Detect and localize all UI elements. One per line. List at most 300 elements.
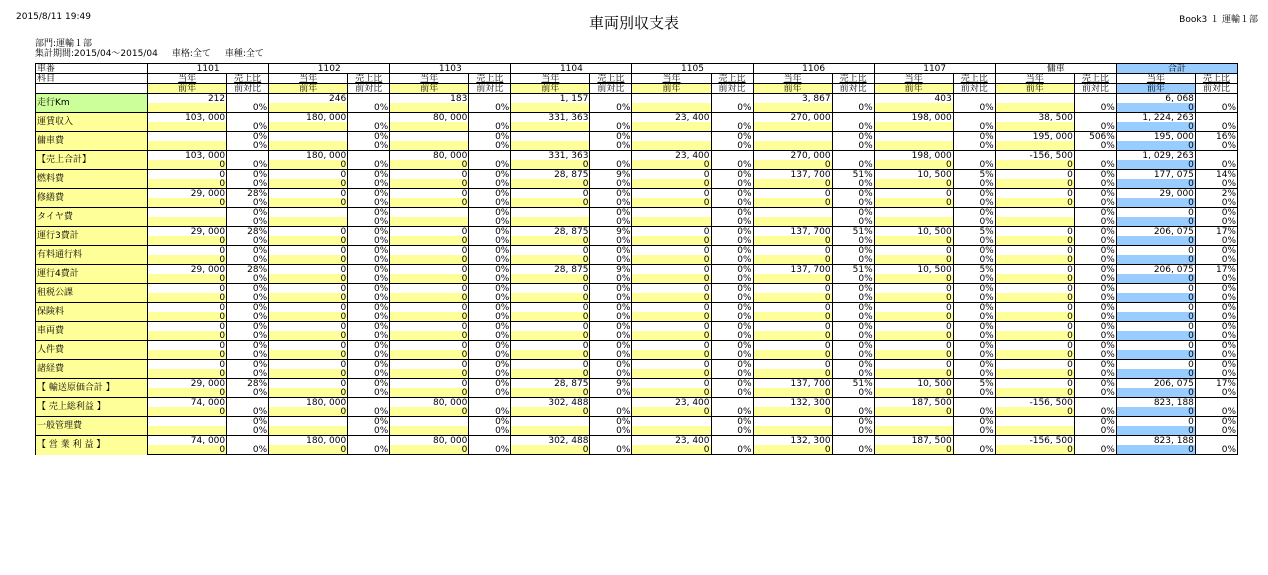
row-label: 【 輸送原価合計 】 — [36, 379, 148, 398]
prev-value: 0 — [390, 445, 469, 455]
prev-value: 0 — [632, 350, 711, 360]
sales-ratio-value — [469, 113, 511, 123]
row-label: 一般管理費 — [36, 417, 148, 436]
sales-ratio-value — [227, 398, 269, 408]
current-value: 212 — [148, 94, 227, 104]
prev-value — [874, 141, 953, 151]
sales-ratio-value: 5% — [953, 227, 995, 237]
yoy-value: 0% — [469, 312, 511, 322]
sales-ratio-value: 0% — [711, 170, 753, 180]
row-label: 運行3費計 — [36, 227, 148, 246]
current-value: 0 — [390, 303, 469, 313]
current-value: 80, 000 — [390, 151, 469, 161]
current-value — [874, 417, 953, 427]
current-value — [269, 208, 348, 218]
prev-value: 0 — [148, 369, 227, 379]
prev-value: 0 — [511, 274, 590, 284]
prev-value: 0 — [632, 312, 711, 322]
yoy-value: 0% — [227, 350, 269, 360]
prev-value: 0 — [148, 312, 227, 322]
yoy-value: 0% — [832, 141, 874, 151]
sales-ratio-value: 0% — [348, 417, 390, 427]
yoy-value: 0% — [1195, 350, 1237, 360]
sales-ratio-header: 売上比 — [469, 74, 511, 84]
current-value: 0 — [753, 341, 832, 351]
current-value: 74, 000 — [148, 398, 227, 408]
prev-value: 0 — [269, 179, 348, 189]
yoy-value: 0% — [711, 198, 753, 208]
sales-ratio-value: 0% — [1074, 227, 1116, 237]
yoy-value: 0% — [1195, 331, 1237, 341]
yoy-value: 0% — [590, 179, 632, 189]
sales-ratio-value: 9% — [590, 379, 632, 389]
prev-value: 0 — [390, 331, 469, 341]
current-value — [269, 417, 348, 427]
sales-ratio-value: 9% — [590, 265, 632, 275]
table-row-prev — [36, 274, 1238, 284]
prev-value: 0 — [148, 445, 227, 455]
yoy-value: 0% — [227, 331, 269, 341]
yoy-value: 0% — [1074, 103, 1116, 113]
sales-ratio-value — [1195, 151, 1237, 161]
current-value: 302, 488 — [511, 398, 590, 408]
sales-ratio-value: 0% — [1074, 360, 1116, 370]
table-row-prev — [36, 407, 1238, 417]
sales-ratio-value: 0% — [711, 189, 753, 199]
prev-value — [148, 141, 227, 151]
prev-value: 0 — [753, 445, 832, 455]
current-value: 137, 700 — [753, 379, 832, 389]
prev-value: 0 — [269, 445, 348, 455]
prev-value: 0 — [511, 236, 590, 246]
sales-ratio-value: 17% — [1195, 379, 1237, 389]
yoy-value: 0% — [1195, 388, 1237, 398]
yoy-value: 0% — [590, 255, 632, 265]
current-value: 0 — [148, 360, 227, 370]
prev-value: 0 — [874, 293, 953, 303]
yoy-value: 0% — [711, 388, 753, 398]
sales-ratio-value: 9% — [590, 170, 632, 180]
yoy-value: 0% — [227, 255, 269, 265]
yoy-value: 0% — [953, 141, 995, 151]
yoy-value: 0% — [1195, 217, 1237, 227]
vehicle-header: 1106 — [753, 64, 874, 74]
sales-ratio-value: 51% — [832, 227, 874, 237]
sales-ratio-value — [1195, 436, 1237, 446]
yoy-value: 0% — [227, 407, 269, 417]
yoy-value: 0% — [711, 217, 753, 227]
sales-ratio-header: 売上比 — [1074, 74, 1116, 84]
prev-value: 0 — [632, 236, 711, 246]
yoy-value: 0% — [469, 445, 511, 455]
prev-value: 0 — [995, 274, 1074, 284]
current-value: 0 — [269, 246, 348, 256]
yoy-value: 0% — [832, 293, 874, 303]
yoy-value: 0% — [953, 350, 995, 360]
sales-ratio-value: 0% — [348, 132, 390, 142]
sales-ratio-value: 0% — [711, 284, 753, 294]
yoy-value: 0% — [469, 236, 511, 246]
sales-ratio-value: 5% — [953, 379, 995, 389]
prev-value: 0 — [753, 388, 832, 398]
yoy-value: 0% — [1074, 407, 1116, 417]
yoy-value: 0% — [469, 141, 511, 151]
sales-ratio-value: 0% — [348, 341, 390, 351]
prev-value: 0 — [269, 236, 348, 246]
yoy-value: 0% — [227, 122, 269, 132]
yoy-value: 0% — [1195, 160, 1237, 170]
current-value: 103, 000 — [148, 113, 227, 123]
yoy-value: 0% — [1074, 198, 1116, 208]
current-value — [148, 417, 227, 427]
current-value: 0 — [148, 246, 227, 256]
prev-year-header: 前年 — [148, 84, 227, 94]
current-value: 0 — [1116, 322, 1195, 332]
prev-value: 0 — [632, 293, 711, 303]
yoy-value: 0% — [711, 236, 753, 246]
yoy-value: 0% — [590, 160, 632, 170]
current-value: -156, 500 — [995, 398, 1074, 408]
sales-ratio-header: 売上比 — [590, 74, 632, 84]
yoy-value: 0% — [1074, 122, 1116, 132]
sales-ratio-value: 0% — [469, 379, 511, 389]
sales-ratio-value: 0% — [1074, 246, 1116, 256]
prev-value: 0 — [632, 179, 711, 189]
current-value — [874, 208, 953, 218]
sales-ratio-value: 0% — [469, 170, 511, 180]
yoy-value: 0% — [469, 198, 511, 208]
prev-value — [995, 141, 1074, 151]
current-value — [511, 132, 590, 142]
prev-value — [148, 426, 227, 436]
prev-value — [148, 103, 227, 113]
yoy-value: 0% — [590, 350, 632, 360]
sales-ratio-value — [1074, 151, 1116, 161]
sales-ratio-value: 0% — [590, 284, 632, 294]
prev-value: 0 — [511, 388, 590, 398]
current-value — [632, 132, 711, 142]
vehicle-header: 合計 — [1116, 64, 1237, 74]
sales-ratio-header: 売上比 — [832, 74, 874, 84]
prev-value: 0 — [390, 198, 469, 208]
current-value: 198, 000 — [874, 113, 953, 123]
current-value: 1, 157 — [511, 94, 590, 104]
prev-value: 0 — [753, 179, 832, 189]
current-value: 0 — [269, 170, 348, 180]
prev-value: 0 — [1116, 445, 1195, 455]
prev-value — [632, 141, 711, 151]
sales-ratio-value — [1074, 113, 1116, 123]
current-value — [632, 208, 711, 218]
sales-ratio-value: 0% — [227, 132, 269, 142]
sales-ratio-value — [227, 151, 269, 161]
prev-value: 0 — [874, 407, 953, 417]
prev-value: 0 — [874, 179, 953, 189]
current-value: 0 — [511, 322, 590, 332]
yoy-header: 前対比 — [832, 84, 874, 94]
current-value: 0 — [874, 322, 953, 332]
current-value: 0 — [269, 379, 348, 389]
sales-ratio-value — [953, 436, 995, 446]
header-row-current — [36, 74, 1238, 84]
prev-value: 0 — [390, 255, 469, 265]
current-value: 0 — [148, 322, 227, 332]
prev-value: 0 — [390, 388, 469, 398]
prev-year-header: 前年 — [390, 84, 469, 94]
prev-value: 0 — [1116, 122, 1195, 132]
current-value: 0 — [632, 379, 711, 389]
current-year-header: 当年 — [148, 74, 227, 84]
prev-value: 0 — [874, 445, 953, 455]
sales-ratio-value: 5% — [953, 170, 995, 180]
prev-value: 0 — [269, 274, 348, 284]
sales-ratio-value: 0% — [1074, 284, 1116, 294]
prev-value: 0 — [1116, 407, 1195, 417]
sales-ratio-value: 0% — [469, 360, 511, 370]
prev-value: 0 — [1116, 160, 1195, 170]
yoy-value: 0% — [711, 255, 753, 265]
sales-ratio-value: 0% — [227, 360, 269, 370]
sales-ratio-value: 0% — [469, 189, 511, 199]
sales-ratio-value: 0% — [348, 208, 390, 218]
prev-value — [753, 426, 832, 436]
yoy-value: 0% — [1074, 160, 1116, 170]
sales-ratio-value: 0% — [348, 246, 390, 256]
prev-value: 0 — [511, 198, 590, 208]
current-value: 0 — [1116, 246, 1195, 256]
sales-ratio-value: 0% — [469, 227, 511, 237]
yoy-value: 0% — [227, 236, 269, 246]
current-value: 0 — [511, 189, 590, 199]
prev-value: 0 — [874, 388, 953, 398]
current-value: 0 — [148, 170, 227, 180]
current-value: 0 — [269, 360, 348, 370]
yoy-value: 0% — [711, 274, 753, 284]
prev-value: 0 — [1116, 255, 1195, 265]
yoy-value: 0% — [711, 407, 753, 417]
vehicle-header: 1101 — [148, 64, 269, 74]
row-label: 有料通行料 — [36, 246, 148, 265]
prev-value: 0 — [753, 255, 832, 265]
row-label: 傭車費 — [36, 132, 148, 151]
yoy-value: 0% — [953, 122, 995, 132]
prev-value: 0 — [1116, 331, 1195, 341]
current-value: 0 — [753, 189, 832, 199]
sales-ratio-value: 0% — [1074, 322, 1116, 332]
sales-ratio-value: 0% — [1074, 341, 1116, 351]
current-value: 0 — [632, 322, 711, 332]
yoy-value: 0% — [348, 141, 390, 151]
sales-ratio-value: 0% — [469, 284, 511, 294]
prev-value: 0 — [390, 293, 469, 303]
yoy-value: 0% — [832, 160, 874, 170]
current-value: 74, 000 — [148, 436, 227, 446]
yoy-value: 0% — [348, 388, 390, 398]
prev-value: 0 — [995, 236, 1074, 246]
current-value: 0 — [390, 341, 469, 351]
sales-ratio-value: 0% — [711, 208, 753, 218]
yoy-value: 0% — [1074, 331, 1116, 341]
prev-value: 0 — [753, 198, 832, 208]
yoy-value: 0% — [832, 369, 874, 379]
prev-value — [995, 426, 1074, 436]
sales-ratio-value: 0% — [832, 360, 874, 370]
prev-year-header: 前年 — [753, 84, 832, 94]
current-value: 403 — [874, 94, 953, 104]
yoy-value: 0% — [953, 369, 995, 379]
sales-ratio-value — [711, 151, 753, 161]
yoy-value: 0% — [348, 445, 390, 455]
corner-blank — [36, 84, 148, 94]
current-value: 0 — [995, 322, 1074, 332]
sales-ratio-value — [711, 436, 753, 446]
current-value: 0 — [390, 227, 469, 237]
current-value: 29, 000 — [1116, 189, 1195, 199]
sales-ratio-value: 17% — [1195, 265, 1237, 275]
yoy-value: 0% — [1195, 407, 1237, 417]
sales-ratio-value: 16% — [1195, 132, 1237, 142]
sales-ratio-value: 0% — [348, 379, 390, 389]
sales-ratio-value — [590, 436, 632, 446]
yoy-value: 0% — [832, 426, 874, 436]
sales-ratio-value — [227, 113, 269, 123]
yoy-value: 0% — [590, 369, 632, 379]
current-value: 0 — [995, 265, 1074, 275]
vehicle-header: 1102 — [269, 64, 390, 74]
current-value: 132, 300 — [753, 398, 832, 408]
sales-ratio-value: 0% — [1074, 189, 1116, 199]
yoy-value: 0% — [227, 198, 269, 208]
prev-value — [632, 426, 711, 436]
current-value: 270, 000 — [753, 151, 832, 161]
yoy-value: 0% — [348, 293, 390, 303]
row-label: 人件費 — [36, 341, 148, 360]
current-value: 270, 000 — [753, 113, 832, 123]
sales-ratio-value: 0% — [469, 322, 511, 332]
prev-value — [753, 141, 832, 151]
yoy-value: 0% — [590, 445, 632, 455]
sales-ratio-value: 0% — [348, 322, 390, 332]
yoy-value: 0% — [590, 407, 632, 417]
current-value: 180, 000 — [269, 151, 348, 161]
sales-ratio-value — [1195, 398, 1237, 408]
current-value: 0 — [995, 246, 1074, 256]
row-label: タイヤ費 — [36, 208, 148, 227]
vehicle-header: 1105 — [632, 64, 753, 74]
sales-ratio-value — [469, 151, 511, 161]
yoy-value: 0% — [590, 217, 632, 227]
current-value: 23, 400 — [632, 151, 711, 161]
prev-value — [995, 122, 1074, 132]
sales-ratio-value: 0% — [953, 246, 995, 256]
current-value: 0 — [753, 322, 832, 332]
prev-value: 0 — [390, 369, 469, 379]
prev-value: 0 — [269, 331, 348, 341]
yoy-value: 0% — [832, 445, 874, 455]
current-value: 0 — [269, 265, 348, 275]
yoy-value: 0% — [348, 198, 390, 208]
sales-ratio-value: 14% — [1195, 170, 1237, 180]
sales-ratio-value: 0% — [1074, 379, 1116, 389]
table-row-prev — [36, 255, 1238, 265]
row-label: 【売上合計】 — [36, 151, 148, 170]
prev-value — [874, 122, 953, 132]
prev-value: 0 — [995, 312, 1074, 322]
table-row — [36, 170, 1238, 180]
yoy-value: 0% — [1074, 350, 1116, 360]
corner-vehicle-label: 車番 — [36, 64, 148, 74]
yoy-value: 0% — [1195, 141, 1237, 151]
current-value — [269, 132, 348, 142]
yoy-value: 0% — [227, 426, 269, 436]
current-value — [390, 208, 469, 218]
table-row — [36, 360, 1238, 370]
prev-value: 0 — [148, 274, 227, 284]
prev-value — [874, 103, 953, 113]
prev-value: 0 — [1116, 426, 1195, 436]
yoy-value: 0% — [469, 103, 511, 113]
prev-value: 0 — [511, 369, 590, 379]
yoy-header: 前対比 — [227, 84, 269, 94]
prev-value: 0 — [148, 293, 227, 303]
current-value: 180, 000 — [269, 436, 348, 446]
table-row — [36, 284, 1238, 294]
prev-value: 0 — [390, 236, 469, 246]
sales-ratio-value: 0% — [590, 246, 632, 256]
yoy-value: 0% — [832, 388, 874, 398]
yoy-value: 0% — [348, 179, 390, 189]
yoy-value: 0% — [711, 350, 753, 360]
current-value: 103, 000 — [148, 151, 227, 161]
yoy-header: 前対比 — [711, 84, 753, 94]
yoy-value: 0% — [953, 217, 995, 227]
current-value: 246 — [269, 94, 348, 104]
prev-value — [390, 217, 469, 227]
current-value: 29, 000 — [148, 227, 227, 237]
prev-value: 0 — [874, 198, 953, 208]
prev-value — [269, 426, 348, 436]
current-value: 0 — [269, 189, 348, 199]
yoy-value: 0% — [348, 217, 390, 227]
table-row — [36, 417, 1238, 427]
prev-value: 0 — [753, 350, 832, 360]
prev-value: 0 — [269, 160, 348, 170]
yoy-value: 0% — [832, 274, 874, 284]
prev-value: 0 — [995, 331, 1074, 341]
prev-value: 0 — [390, 179, 469, 189]
sales-ratio-value: 0% — [1074, 170, 1116, 180]
yoy-value: 0% — [832, 122, 874, 132]
current-value — [753, 132, 832, 142]
table-row-prev — [36, 388, 1238, 398]
current-value: 0 — [995, 303, 1074, 313]
yoy-value: 0% — [832, 350, 874, 360]
current-value: 0 — [874, 360, 953, 370]
yoy-value: 0% — [590, 388, 632, 398]
current-value: 0 — [995, 284, 1074, 294]
sales-ratio-value: 0% — [711, 417, 753, 427]
current-value — [632, 94, 711, 104]
sales-ratio-value: 0% — [348, 170, 390, 180]
table-row-prev — [36, 369, 1238, 379]
prev-value — [390, 141, 469, 151]
yoy-value: 0% — [590, 122, 632, 132]
sales-ratio-value: 0% — [711, 322, 753, 332]
yoy-value: 0% — [832, 407, 874, 417]
current-value: 10, 500 — [874, 227, 953, 237]
current-value: 187, 500 — [874, 436, 953, 446]
current-value: 0 — [995, 170, 1074, 180]
